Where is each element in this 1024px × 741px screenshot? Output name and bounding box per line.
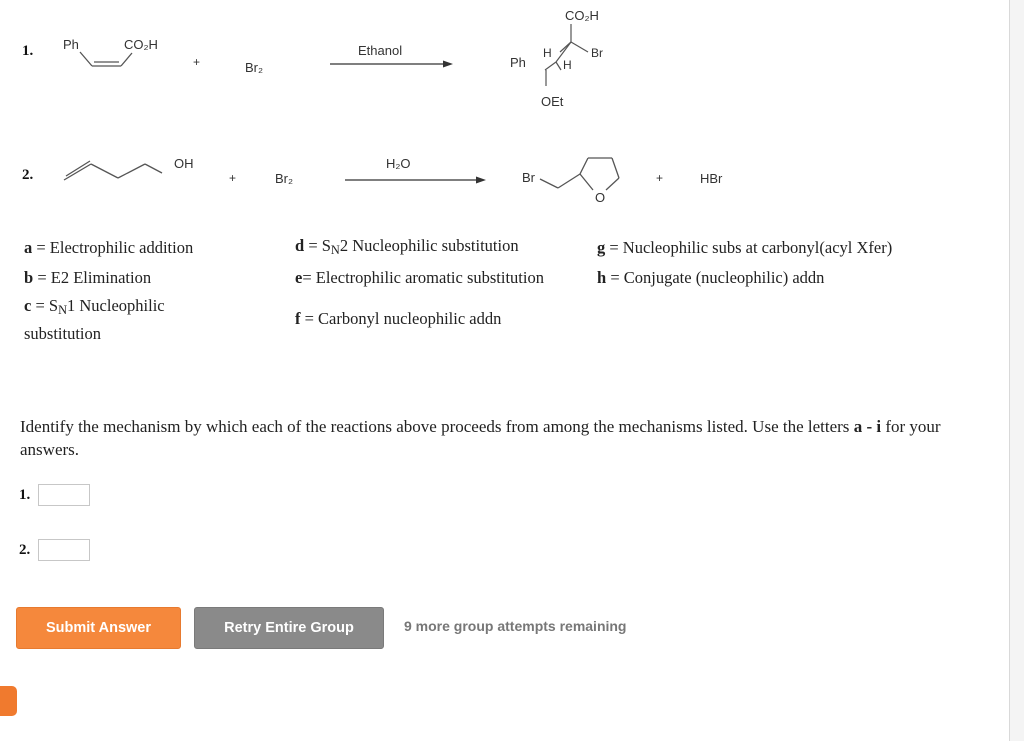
- reaction-1-reagent: Br₂: [245, 60, 264, 75]
- reaction-2-condition: H₂O: [386, 156, 411, 171]
- reaction-1-product-ph: Ph: [510, 55, 526, 70]
- reaction-2-reactant-oh: OH: [174, 156, 194, 171]
- right-scroll-gutter: [1010, 0, 1024, 741]
- reaction-2-number: 2.: [22, 167, 34, 183]
- attempts-remaining-text: 9 more group attempts remaining: [404, 618, 627, 634]
- mechanism-f: f = Carbonyl nucleophilic addn: [295, 309, 502, 328]
- reaction-1-scheme: [0, 0, 1000, 130]
- mechanism-h: h = Conjugate (nucleophilic) addn: [597, 268, 825, 287]
- reaction-1-plus: +: [193, 55, 201, 69]
- reaction-2-plus-1: +: [229, 171, 237, 185]
- answer-1-label: 1.: [19, 487, 31, 503]
- reaction-1-product-br: Br: [591, 46, 603, 60]
- reaction-1-reactant-ph: Ph: [63, 37, 79, 52]
- mechanism-b: b = E2 Elimination: [24, 268, 152, 287]
- reaction-2-plus-2: +: [656, 171, 664, 185]
- reaction-1-product-h1: H: [543, 46, 552, 60]
- mechanism-c: c = SN1 Nucleophilic: [24, 296, 165, 317]
- reaction-1-product-co2h: CO₂H: [565, 8, 599, 23]
- reaction-2-product-o: O: [595, 190, 606, 205]
- mechanism-e: e= Electrophilic aromatic substitution: [295, 268, 544, 287]
- question-text: Identify the mechanism by which each of the reactions above proceeds from among the mechanisms listed. Use the letters a - i for your answers.: [20, 417, 941, 459]
- reaction-2-scheme: [0, 130, 1000, 220]
- answer-1-input[interactable]: [38, 484, 90, 506]
- reaction-2-byproduct: HBr: [700, 171, 723, 186]
- answer-2-input[interactable]: [38, 539, 90, 561]
- answer-2-label: 2.: [19, 542, 31, 558]
- reaction-1-number: 1.: [22, 43, 34, 59]
- mechanism-c-continued: substitution: [24, 324, 102, 343]
- submit-answer-button[interactable]: Submit Answer: [16, 607, 181, 649]
- reaction-2-reagent: Br₂: [275, 171, 294, 186]
- mechanism-d: d = SN2 Nucleophilic substitution: [295, 236, 519, 257]
- reaction-1-reactant-co2h: CO₂H: [124, 37, 158, 52]
- mechanism-g: g = Nucleophilic subs at carbonyl(acyl Xfer): [597, 238, 893, 257]
- reaction-1-condition: Ethanol: [358, 43, 403, 58]
- side-tab-button[interactable]: [0, 686, 17, 716]
- mechanism-a: a = Electrophilic addition: [24, 238, 194, 257]
- retry-entire-group-button[interactable]: Retry Entire Group: [194, 607, 384, 649]
- reaction-1-product-oet: OEt: [541, 94, 564, 109]
- reaction-2-product-br: Br: [522, 170, 535, 185]
- reaction-1-product-h2: H: [563, 58, 572, 72]
